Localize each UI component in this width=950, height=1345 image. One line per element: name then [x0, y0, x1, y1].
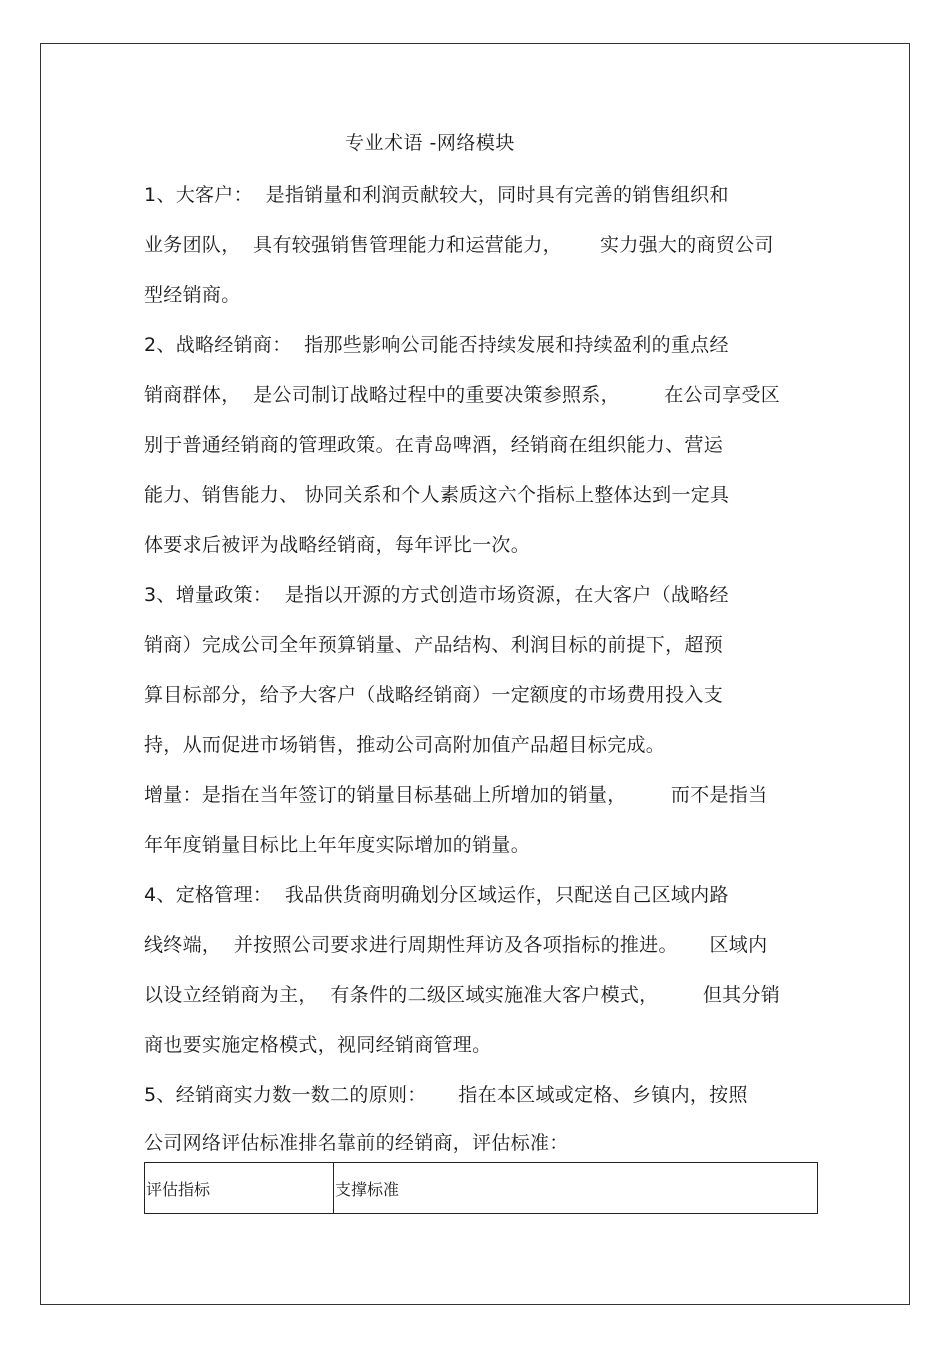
- table-header-cell: 评估指标: [145, 1163, 334, 1214]
- paragraph-line: 增量：是指在当年签订的销量目标基础上所增加的销量， 而不是指当: [144, 784, 768, 806]
- paragraph-line: 能力、销售能力、 协同关系和个人素质这六个指标上整体达到一定具: [144, 484, 730, 506]
- paragraph-line: 算目标部分，给予大客户（战略经销商）一定额度的市场费用投入支: [144, 684, 724, 706]
- paragraph-line: 4、定格管理： 我品供货商明确划分区域运作，只配送自己区域内路: [144, 884, 729, 906]
- paragraph-line: 5、经销商实力数一数二的原则： 指在本区域或定格、乡镇内，按照: [144, 1084, 748, 1106]
- table-header-cell: 支撑标准: [334, 1163, 818, 1214]
- paragraph-line: 2、战略经销商： 指那些影响公司能否持续发展和持续盈利的重点经: [144, 334, 729, 356]
- document-title: 专业术语 -网络模块: [345, 132, 515, 154]
- paragraph-line: 1、大客户： 是指销量和利润贡献较大，同时具有完善的销售组织和: [144, 184, 729, 206]
- evaluation-table: [144, 1162, 818, 1214]
- paragraph-line: 以设立经销商为主， 有条件的二级区域实施准大客户模式， 但其分销: [144, 984, 781, 1006]
- paragraph-line: 销商群体， 是公司制订战略过程中的重要决策参照系， 在公司享受区: [144, 384, 781, 406]
- paragraph-line: 商也要实施定格模式，视同经销商管理。: [144, 1034, 492, 1056]
- table-row: [145, 1163, 818, 1214]
- paragraph-line: 年年度销量目标比上年年度实际增加的销量。: [144, 834, 531, 856]
- paragraph-line: 型经销商。: [144, 284, 241, 306]
- paragraph-line: 体要求后被评为战略经销商，每年评比一次。: [144, 534, 531, 556]
- paragraph-line: 业务团队， 具有较强销售管理能力和运营能力， 实力强大的商贸公司: [144, 234, 774, 256]
- paragraph-line: 线终端， 并按照公司要求进行周期性拜访及各项指标的推进。 区域内: [144, 934, 768, 956]
- paragraph-line: 公司网络评估标准排名靠前的经销商，评估标准：: [144, 1132, 569, 1154]
- paragraph-line: 持，从而促进市场销售，推动公司高附加值产品超目标完成。: [144, 734, 666, 756]
- paragraph-line: 别于普通经销商的管理政策。在青岛啤酒，经销商在组织能力、营运: [144, 434, 724, 456]
- paragraph-line: 3、增量政策： 是指以开源的方式创造市场资源，在大客户（战略经: [144, 584, 729, 606]
- paragraph-line: 销商）完成公司全年预算销量、产品结构、利润目标的前提下，超预: [144, 634, 724, 656]
